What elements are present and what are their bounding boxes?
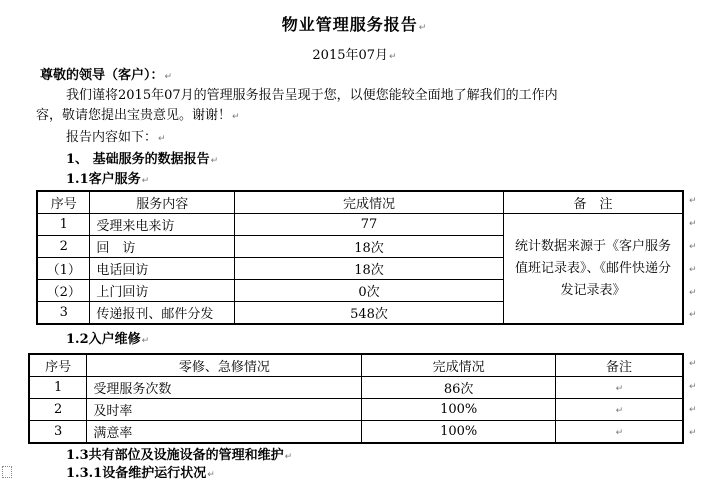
cell-note [555, 377, 683, 399]
header-status: 完成情况 [234, 191, 503, 214]
table-row [29, 377, 683, 399]
table-header-row [29, 354, 683, 377]
row-end-mark-icon: ↵ [689, 359, 697, 369]
cell-status: 0次 [234, 280, 503, 302]
row-end-mark-icon: ↵ [689, 428, 697, 438]
table-row [29, 421, 683, 444]
cell-end-mark-icon: ↵ [615, 428, 624, 438]
cell-end-mark-icon: ↵ [615, 384, 624, 394]
cell-status: 18次 [234, 236, 503, 258]
table-header-row [37, 191, 683, 214]
cell-content: 受理来电来访 [90, 214, 235, 236]
paragraph-mark-icon: ↵ [158, 134, 166, 144]
header-content: 零修、急修情况 [87, 354, 362, 377]
cell-status: 548次 [234, 302, 503, 325]
cell-no: 3 [29, 421, 87, 444]
cell-status: 100% [362, 421, 555, 444]
paragraph-mark-icon: ↵ [389, 52, 397, 62]
cell-no: 2 [29, 399, 87, 421]
row-end-mark-icon: ↵ [689, 219, 697, 229]
intro-line-2: 容，敬请您提出宝贵意见。谢谢！↵ [36, 108, 240, 123]
header-content: 服务内容 [90, 191, 235, 214]
row-end-mark-icon: ↵ [689, 288, 697, 298]
section-1-2-heading: 1.2入户维修↵ [66, 332, 150, 347]
customer-service-table [36, 190, 684, 325]
repair-table [28, 353, 684, 444]
section-1-3-heading: 1.3共有部位及设施设备的管理和维护↵ [66, 448, 293, 463]
cell-status: 77 [234, 214, 503, 236]
paragraph-mark-icon: ↵ [141, 176, 150, 186]
row-end-mark-icon: ↵ [689, 242, 697, 252]
paragraph-mark-icon: ↵ [232, 112, 240, 122]
document-title: 物业管理服务报告↵ [281, 15, 428, 34]
paragraph-mark-icon: ↵ [164, 72, 173, 82]
cell-status: 100% [362, 399, 555, 421]
cell-content: 回 访 [90, 236, 235, 258]
intro-line-1: 我们谨将2015年07月的管理服务报告呈现于您，以便您能较全面地了解我们的工作内 [66, 88, 558, 103]
header-no: 序号 [29, 354, 87, 377]
cell-note [555, 421, 683, 444]
paragraph-mark-icon: ↵ [284, 452, 293, 462]
report-date: 2015年07月↵ [312, 48, 397, 63]
paragraph-mark-icon: ↵ [210, 156, 219, 166]
table-anchor-icon [2, 466, 12, 478]
cell-note [555, 399, 683, 421]
section-1-1-heading: 1.1客户服务↵ [66, 172, 150, 187]
header-no: 序号 [37, 191, 90, 214]
cell-content: 受理服务次数 [87, 377, 362, 399]
row-end-mark-icon: ↵ [689, 310, 697, 320]
paragraph-mark-icon: ↵ [418, 23, 428, 33]
row-end-mark-icon: ↵ [689, 382, 697, 392]
report-lead: 报告内容如下：↵ [66, 130, 166, 145]
cell-content: 电话回访 [90, 258, 235, 280]
cell-no: 2 [37, 236, 90, 258]
cell-note-merged: 统计数据来源于《客户服务值班记录表》、《邮件快递分发记录表》 [504, 214, 684, 325]
header-note: 备 注 [504, 191, 684, 214]
cell-no: 3 [37, 302, 90, 325]
cell-no: （2） [37, 280, 90, 302]
table-row [37, 214, 683, 236]
cell-no: （1） [37, 258, 90, 280]
cell-content: 满意率 [87, 421, 362, 444]
paragraph-mark-icon: ↵ [141, 336, 150, 346]
header-status: 完成情况 [362, 354, 555, 377]
section-1-3-1-heading: 1.3.1设备维护运行状况↵ [66, 466, 215, 481]
cell-status: 18次 [234, 258, 503, 280]
row-end-mark-icon: ↵ [689, 196, 697, 206]
section-1-heading: 1、 基础服务的数据报告↵ [66, 152, 219, 167]
salutation: 尊敬的领导（客户）：↵ [40, 68, 173, 83]
cell-no: 1 [29, 377, 87, 399]
header-note: 备注 [555, 354, 683, 377]
cell-no: 1 [37, 214, 90, 236]
cell-content: 上门回访 [90, 280, 235, 302]
cell-status: 86次 [362, 377, 555, 399]
cell-end-mark-icon: ↵ [615, 406, 624, 416]
row-end-mark-icon: ↵ [689, 265, 697, 275]
row-end-mark-icon: ↵ [689, 405, 697, 415]
table-row [29, 399, 683, 421]
cell-content: 传递报刊、邮件分发 [90, 302, 235, 325]
paragraph-mark-icon: ↵ [207, 470, 215, 480]
cell-content: 及时率 [87, 399, 362, 421]
